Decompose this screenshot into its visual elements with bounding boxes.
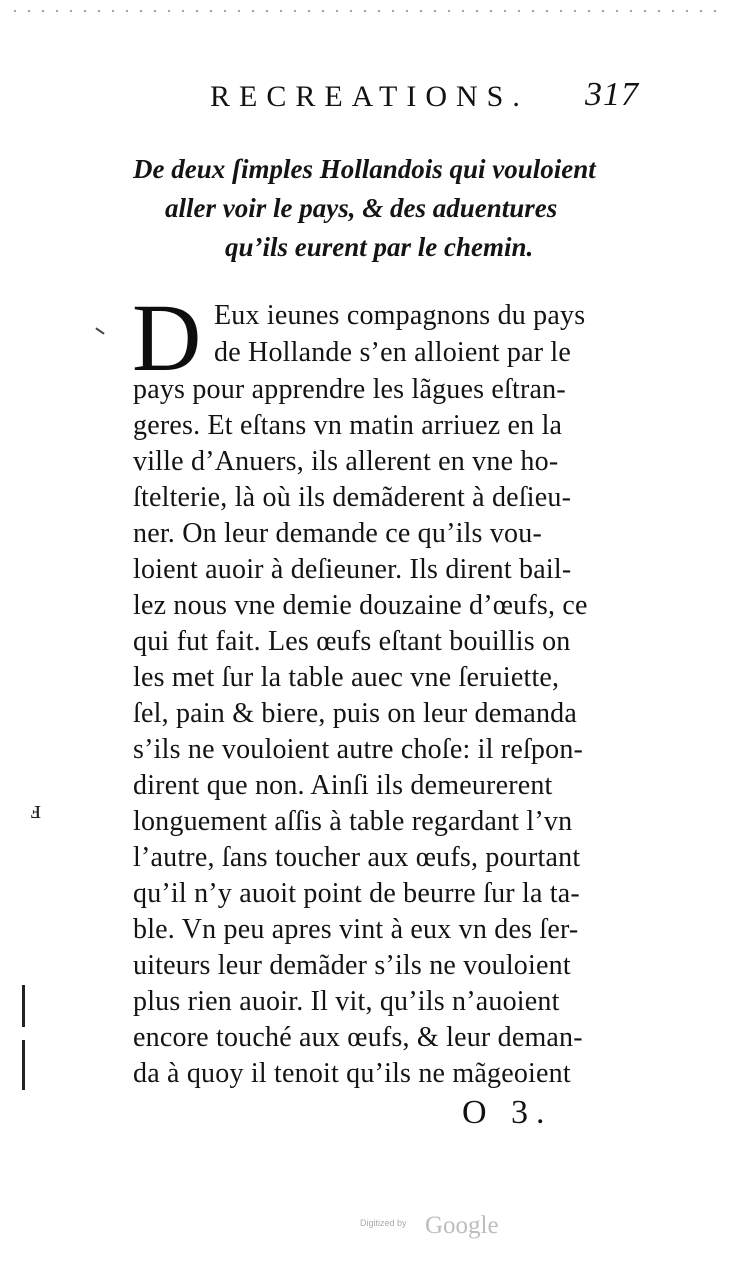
drop-cap: D [132, 284, 202, 391]
text-line: qu’il n’y auoit point de beurre ſur la ta- [133, 878, 580, 909]
page-edge-speckles [8, 8, 728, 14]
digitized-by-label: Digitized by [360, 1218, 407, 1228]
text-line: longuement aſſis à table regardant l’vn [133, 806, 573, 837]
chapter-title-line: qu’ils eurent par le chemin. [225, 232, 534, 262]
margin-scribble-mark: ⅎ [30, 795, 41, 824]
chapter-title-line: aller voir le pays, & des aduentures [165, 193, 558, 223]
chapter-title-line: De deux ſimples Hollandois qui vouloient [133, 154, 596, 184]
text-line: plus rien auoir. Il vit, qu’ils n’auoient [133, 986, 560, 1017]
text-line: geres. Et eſtans vn matin arriuez en la [133, 410, 563, 441]
margin-ink-bar [22, 985, 25, 1027]
text-line: l’autre, ſans toucher aux œufs, pourtant [133, 842, 581, 873]
chapter-title [125, 150, 655, 267]
text-line: da à quoy il tenoit qu’ils ne mãgeoient [133, 1058, 571, 1089]
page-number: 317 [585, 76, 639, 113]
signature-mark: O 3. [462, 1094, 553, 1131]
text-line: uiteurs leur demãder s’ils ne vouloient [133, 950, 571, 981]
text-line: pays pour apprendre les lãgues eſtran- [133, 374, 566, 405]
running-head: RECREATIONS. [210, 80, 529, 113]
text-line: ſtelterie, là où ils demãderent à deſieu- [133, 482, 572, 513]
text-line: les met ſur la table auec vne ſeruiette, [133, 662, 560, 693]
text-line: dirent que non. Ainſi ils demeurerent [133, 770, 553, 801]
text-line: encore touché aux œufs, & leur deman- [133, 1022, 583, 1053]
text-line: ble. Vn peu apres vint à eux vn des ſer- [133, 914, 579, 945]
text-line: loient auoir à deſieuner. Ils dirent bail- [133, 554, 572, 585]
text-line: qui fut fait. Les œufs eſtant bouillis on [133, 626, 571, 657]
margin-ink-bar [22, 1040, 25, 1090]
text-line: s’ils ne vouloient autre choſe: il reſpon- [133, 734, 584, 765]
google-watermark: Google [425, 1212, 499, 1239]
text-line: ner. On leur demande ce qu’ils vou- [133, 518, 542, 549]
text-line: ville d’Anuers, ils allerent en vne ho- [133, 446, 559, 477]
text-line: de Hollande s’en alloient par le [214, 337, 572, 368]
text-line: lez nous vne demie douzaine d’œufs, ce [133, 590, 588, 621]
text-line: Eux ieunes compagnons du pays [214, 300, 586, 331]
text-line: ſel, pain & biere, puis on leur demanda [133, 698, 578, 729]
margin-tick-mark [95, 327, 104, 334]
